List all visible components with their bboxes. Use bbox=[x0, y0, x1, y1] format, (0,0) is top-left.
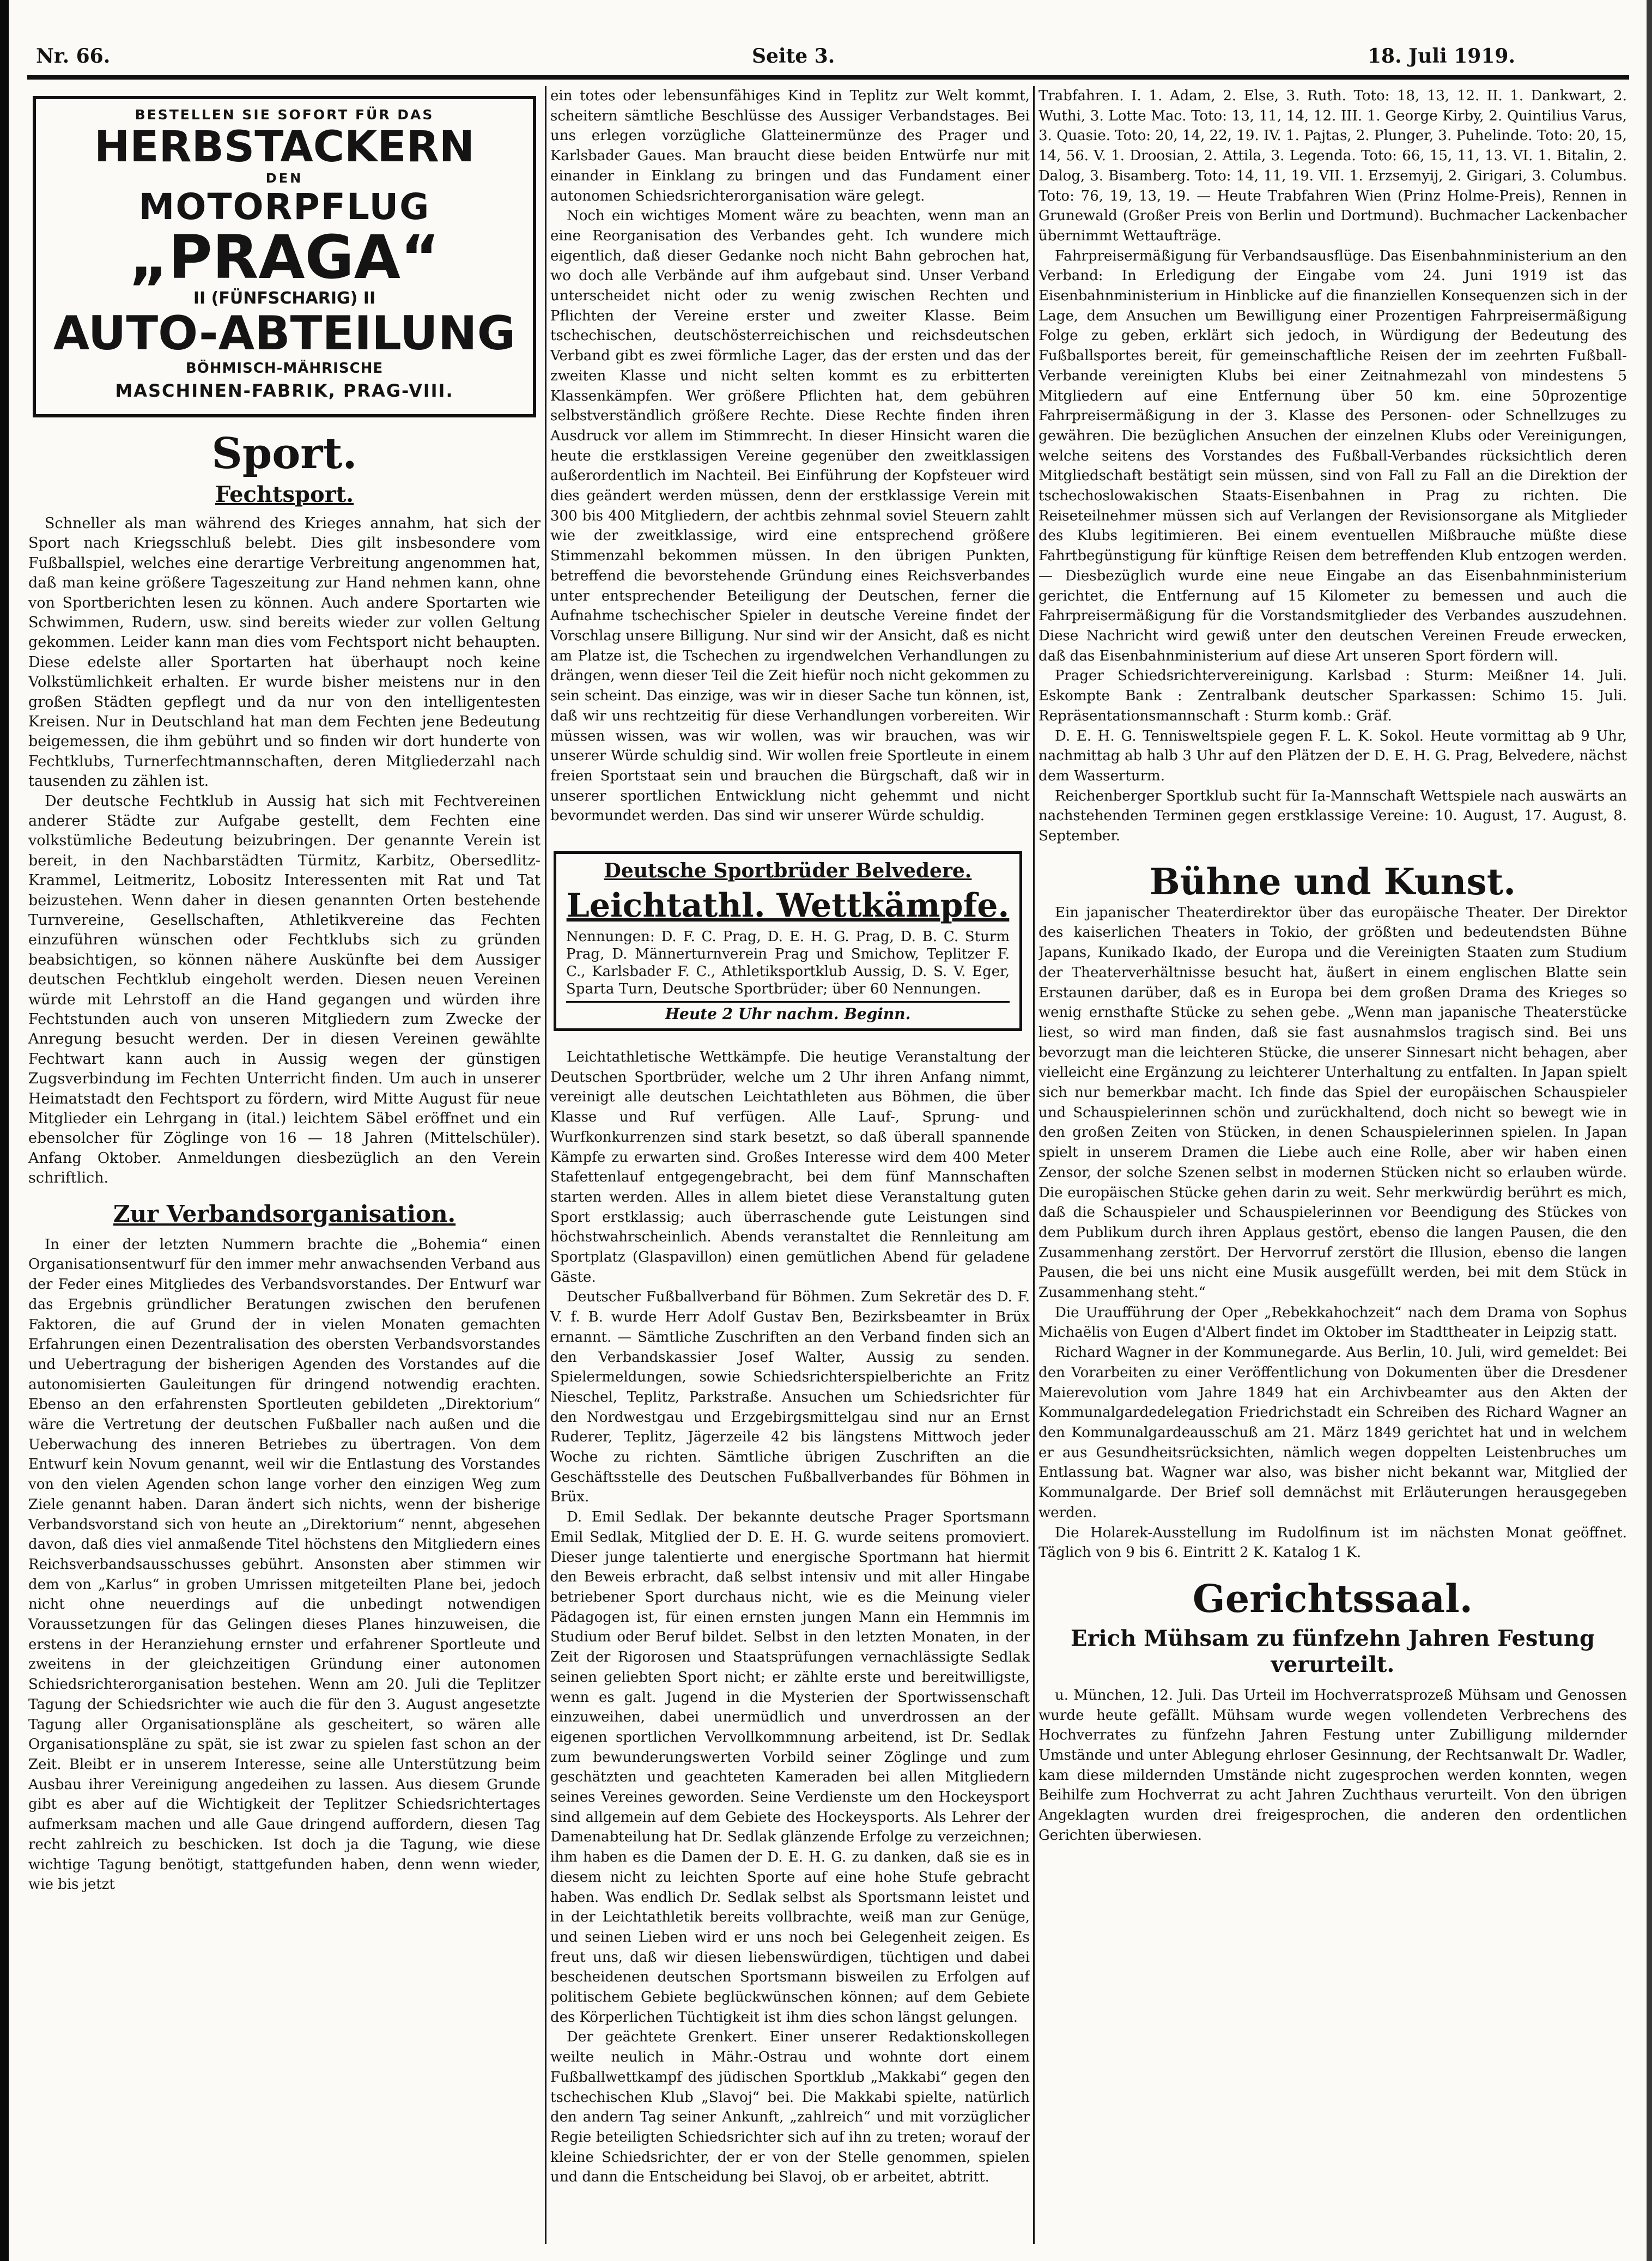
column-1 bbox=[28, 86, 540, 2244]
col2-paragraph-1: ein totes oder lebensunfähiges Kind in Teplitz zur Welt kommt, scheitern sämtliche Beschlüsse des Aussiger Verbandstages. Bei uns erlegen vorzügliche Glatteinermünze des Prager und Karlsbader Gaues. Man braucht diese beiden Entwürfe nur mit einander in Einklang zu bringen und das Fundament einer autonomen Schiedsrichterorganisation wäre gelegt. bbox=[550, 88, 1030, 204]
schiedsrichter-paragraph: Prager Schiedsrichtervereinigung. Karlsbad : Sturm: Meißner 14. Juli. Eskompte Bank : Zentralbank deutscher Sparkassen: Schimo 15. Juli. Repräsentationsmannschaft : Sturm komb.: Gräf. bbox=[1038, 668, 1627, 724]
ad-line-7: AUTO-ABTEILUNG bbox=[53, 306, 516, 361]
ad-line-9: MASCHINEN-FABRIK, PRAG-VIII. bbox=[115, 380, 454, 401]
issue-date: 18. Juli 1919. bbox=[1368, 45, 1515, 68]
ad-line-4: MOTORPFLUG bbox=[138, 186, 430, 228]
column-rule-2 bbox=[1033, 86, 1035, 2244]
ad-line-8: BÖHMISCH-MÄHRISCHE bbox=[185, 360, 384, 377]
column-2 bbox=[550, 86, 1030, 2244]
reichenberg-paragraph: Reichenberger Sportklub sucht für Ia-Mannschaft Wettspiele nach auswärts an nachstehenden Terminen gegen erstklassige Vereine: 10. August, 17. August, 8. September. bbox=[1038, 787, 1627, 845]
box-heading: Deutsche Sportbrüder Belvedere. bbox=[604, 859, 972, 883]
verbandsorganisation-paragraph: In einer der letzten Nummern brachte die „Bohemia“ einen Organisationsentwurf für den immer mehr anwachsenden Verband aus der Feder eines Mitgliedes des Verbandsvorstandes. Der Entwurf war das Ergebnis gründlicher Beratungen zwischen den berufenen Faktoren, die auf Grund der in vielen Monaten gemachten Erfahrungen einen Dezentralisation des obersten Verbandsvorstandes und Uebertragung der bisherigen Agenden des Vorstandes auf die autonomisierten Gauleitungen für dringend notwendig erachten. Ebenso an den erfahrensten Sportleuten gebildeten „Direktorium“ wäre die Vertretung der deutschen Fußballer nach außen und die Ueberwachung des inneren Betriebes zu übertragen. Von dem Entwurf kein Novum genannt, weil wir die Entlastung des Vorstandes von den vielen Agenden schon lange vorher den einzigen Weg zum Ziele genannt haben. Daran ändert sich nichts, wenn der bisherige Verbandsvorstand sich von heute an „Direktorium“ nennt, abgesehen davon, daß dies viel anmaßende Titel höchstens den Mitgliedern eines Reichsverbandsausschusses gebührt. Ansonsten aber stimmen wir dem von „Karlus“ in groben Umrissen mitgeteilten Plane bei, jedoch nicht ohne neuerdings auf die unbedingt notwendigen Voraussetzungen für das Gelingen dieses Planes hinzuweisen, die erstens in der Heranziehung ernster und erfahrener Sportleute und zweitens in der gleichzeitigen Gründung einer autonomen Schiedsrichterorganisation bestehen. Wenn am 20. Juli die Teplitzer Tagung der Schiedsrichter wie auch die für den 3. August angesetzte Tagung aller Organisationspläne als gescheitert, so wären alle Organisationspläne zu spät, sie ist zwar zu spielen fast schon an der Zeit. Bleibt er in unserem Interesse, seine alle Unterstützung beim Ausbau ihrer Vereinigung angedeihen zu lassen. Aus diesem Grunde gibt es aber auf die Wichtigkeit der Teplitzer Schiedsrichtertages aufmerksam machen und alle Gaue dringend auffordern, diesen Tag recht zahlreich zu beschicken. Ist doch ja die Tagung, wie diese wichtige Tagung benötigt, stattgefunden haben, denn wenn wieder, wie bis jetzt bbox=[28, 1236, 540, 1893]
box-body: Nennungen: D. F. C. Prag, D. E. H. G. Prag, D. B. C. Sturm Prag, D. Männerturnverein Prag und Smichow, Teplitzer F. C., Karlsbader F. C., Athletiksportklub Aussig, D. S. V. Eger, Sparta Turn, Deutsche Sportbrüder; über 60 Nennungen. bbox=[566, 929, 1010, 998]
col2-paragraph-6: Der geächtete Grenkert. Einer unserer Redaktionskollegen weilte neulich in Mähr.-Ostrau und wohnte dort einem Fußballwettkampf des jüdischen Sportklub „Makkabi“ gegen den tschechischen Klub „Slavoj“ bei. Die Makkabi spielte, natürlich den andern Tag seiner Ankunft, „zahlreich“ und mit vorzüglicher Regie beteiligten Schiedsrichter sich auf ihn zu treten; worauf der kleine Schiedsrichter, der er von der Stelle genommen, spielen und dann die Entscheidung bei Slavoj, ob er arbeitet, abtritt. bbox=[550, 2029, 1030, 2186]
box-footer: Heute 2 Uhr nachm. Beginn. bbox=[566, 1001, 1010, 1023]
muehsam-headline: Erich Mühsam zu fünfzehn Jahren Festung verurteilt. bbox=[1070, 1625, 1595, 1677]
col2-paragraph-4: Deutscher Fußballverband für Böhmen. Zum Sekretär des D. F. V. f. B. wurde Herr Adolf Gustav Ben, Bezirksbeamter in Brüx ernannt. — Sämtliche Zuschriften an den Verband finden sich an den Verbandskassier Josef Walter, Aussig zu senden. Spielermeldungen, sowie Schiedsrichterspielberichte an Fritz Nieschel, Teplitz, Parkstraße. Ansuchen um Schiedsrichter für den Nordwestgau und Erzgebirgsmittelgau sind nur an Ernst Ruderer, Teplitz, Jägerzeile 42 bis längstens Mittwoch jeder Woche zu richten. Sämtliche übrigen Zuschriften an die Geschäftsstelle des Deutschen Fußballverbandes für Böhmen in Brüx. bbox=[550, 1289, 1030, 1506]
praga-advertisement bbox=[33, 96, 536, 417]
ad-line-6: II (FÜNFSCHARIG) II bbox=[193, 289, 376, 308]
fechtsport-paragraph-1: Schneller als man während des Krieges annahm, hat sich der Sport nach Kriegsschluß belebt. Dies gilt insbesondere vom Fußballspiel, welches eine derartige Verbreitung angenommen hat, daß man keine größere Tageszeitung zur Hand nehmen kann, ohne von Sportberichten lesen zu können. Auch andere Sportarten wie Schwimmen, Rudern, usw. sind bereits wieder zur vollen Geltung gekommen. Leider kann man dies vom Fechtsport nicht behaupten. Diese edelste aller Sportarten hat überhaupt noch keine Volkstümlichkeit erhalten. Er wurde bisher meistens nur in den großen Städten gepflegt und da nur von den intelligentesten Kreisen. Nur in Deutschland hat man dem Fechten jene Bedeutung beigemessen, die ihm gebührt und so finden wir dort hunderte von Fechtklubs, Turnerfechtmannschaften, deren Mitgliederzahl nach tausenden zu zählen ist. bbox=[28, 514, 540, 790]
page-number: Seite 3. bbox=[752, 45, 835, 68]
theater-paragraph: Ein japanischer Theaterdirektor über das europäische Theater. Der Direktor des kaiserlichen Theaters in Tokio, der größten und bedeutendsten Bühne Japans, Kunikado Ikado, der Europa und die Vereinigten Staaten zum Studium der Theaterverhältnisse besucht hat, äußert in einem englischen Blatte sein Erstaunen darüber, daß es in Europa bei dem großen Drama des Krieges so wenig ernsthafte Stücke zu sehen gebe. „Wenn man japanische Theaterstücke liest, so wird man finden, daß sie fast ausnahmslos tragisch sind. Bei uns bevorzugt man die leichteren Stücke, die unserer Sinnesart nicht behagen, aber vielleicht eine Ergänzung zu leichterer Unterhaltung zu entfalten. In Japan spielt sich nur bemerkbar macht. Ich finde das Spiel der europäischen Schauspieler und Schauspielerinnen schön und zurückhaltend, doch nicht so bewegt wie in den großen Zeiten von Stücken, in denen Schauspielerinnen spielen. In Japan spielt in unserem Dramen die Liebe auch eine Rolle, aber wir haben einen Zensor, der solche Szenen selbst in modernen Stücken nicht so erlauben würde. Die europäischen Stücke gehen darin zu weit. Sehr merkwürdig berührt es mich, daß die Schauspieler und Schauspielerinnen vor Beendigung des Stückes von dem Publikum durch ihren Applaus gestört, ebenso die langen Pausen, die den Zusammenhang zerstört. Der Hervorruf zerstört die Illusion, ebenso die langen Pausen, die bei uns nicht eine Musik ausgefüllt werden, bei mit dem Stück in Zusammenhang steht.“ bbox=[1038, 904, 1627, 1301]
wagner-paragraph: Richard Wagner in der Kommunegarde. Aus Berlin, 10. Juli, wird gemeldet: Bei den Vorarbeiten zu einer Veröffentlichung von Dokumenten über die Dresdener Maierevolution vom Jahre 1849 hat ein Archivbeamter aus den Akten der Kommunalgardedelegation Friedrichstadt ein Schreiben des Richard Wagner an den Kommunalgardeausschuß am 21. März 1849 gerichtet hat und in welchem er aus Gesundheitsrücksichten, nämlich wegen doppelten Leistenbruches um Entlassung bat. Wagner war also, was bisher nicht bekannt war, Mitglied der Kommunalgarde. Der Brief soll demnächst mit Erläuterungen herausgegeben werden. bbox=[1038, 1344, 1627, 1521]
ad-line-5: „PRAGA“ bbox=[129, 222, 440, 292]
muehsam-paragraph: u. München, 12. Juli. Das Urteil im Hochverratsprozeß Mühsam und Genossen wurde heute gefällt. Mühsam wurde wegen vollendeten Verbrechens des Hochverrates zu fünfzehn Jahren Festung unter Zubilligung mildernder Umstände und unter Ablegung ehrloser Gesinnung, der Rechtsanwalt Dr. Wadler, kam diese mildernden Umstände nicht zugesprochen werden konnten, wegen Beihilfe zum Hochverrat zu acht Jahren Zuchthaus verurteilt. Von den übrigen Angeklagten wurden drei freigesprochen, die anderen den ordentlichen Gerichten überwiesen. bbox=[1038, 1687, 1627, 1844]
fechtsport-paragraph-2: Der deutsche Fechtklub in Aussig hat sich mit Fechtvereinen anderer Städte zur Aufgabe gestellt, dem Fechten eine volkstümliche Bedeutung beizubringen. Der genannte Verein ist bereit, in den Nachbarstädten Türmitz, Karbitz, Obersedlitz-Krammel, Leitmeritz, Lobositz Interessenten mit Rat und Tat beizustehen. Wenn daher in diesen genannten Orten bestehende Turnvereine, Gesellschaften, Athletikvereine das Fechten einzuführen wünschen oder Fechtklubs sich zu gründen beabsichtigen, so können nähere Auskünfte bei dem Aussiger deutschen Fechtklub eingeholt werden. Diesen neuen Vereinen würde mit Lehrstoff an die Hand gegangen und würden ihre Fechtstunden auch von unseren Mitgliedern zum Zwecke der Anregung besucht werden. Der in diesen Vereinen gewählte Fechtwart kann auch in Aussig wegen der günstigen Zugsverbindung im Fechten Unterricht finden. Um auch in unserer Heimatstadt den Fechtsport zu fördern, wird Mitte August für neue Mitglieder ein Lehrgang in (ital.) leichtem Säbel eröffnet und ein ebensolcher für Zöglinge von 16 — 18 Jahren (Mittelschüler). Anfang Oktober. Anmeldungen diesbezüglich an den Verein schriftlich. bbox=[28, 792, 540, 1187]
col2-paragraph-5: D. Emil Sedlak. Der bekannte deutsche Prager Sportsmann Emil Sedlak, Mitglied der D. E. H. G. wurde seitens promoviert. Dieser junge talentierte und energische Sportmann hat hiermit den Beweis erbracht, daß selbst intensiv und mit aller Hingabe betriebener Sport durchaus nicht, wie es die Meinung vieler Pädagogen ist, für einen ernsten jungen Mann ein Hemmnis im Studium oder Beruf bildet. Selbst in den letzten Monaten, in der Zeit der Rigorosen und Staatsprüfungen vernachlässigte Sedlak seinen geliebten Sport nicht; er zählte erste und bereitwilligste, wenn es galt. Jugend in die Mysterien der Sportwissenschaft einzuweihen, dabei unermüdlich und unverdrossen an der eigenen sportlichen Vervollkommnung arbeitend, ist Dr. Sedlak zum bewunderungswerten Vorbild seiner Zöglinge und zum geschätzten und geachteten Kameraden bei allen Mitgliedern seines Vereines geworden. Seine Verdienste um den Hockeysport sind allgemein auf dem Gebiete des Hockeysports. Als Lehrer der Damenabteilung hat Dr. Sedlak glänzende Erfolge zu verzeichnen; ihm haben es die Damen der D. E. H. G. zu danken, daß sie es in diesem nicht zu leichten Sporte auf eine hohe Stufe gebracht haben. Was endlich Dr. Sedlak selbst als Sportsmann leistet und in der Leichtathletik bereits vollbrachte, weiß man zur Genüge, und seinen Lieben wird er uns noch bei Gelegenheit zeigen. Es freut uns, daß wir diesen liebenswürdigen, tüchtigen und dabei bescheidenen deutschen Sportsmann bisweilen zu Erfolgen auf politischem Gebiete beglückwünschen können; auf dem Gebiete des Körperlichen Tüchtigkeit ist ihm dies schon längst gelungen. bbox=[550, 1509, 1030, 2026]
section-gerichtssaal-heading: Gerichtssaal. bbox=[1192, 1575, 1473, 1621]
col2-paragraph-2: Noch ein wichtiges Moment wäre zu beachten, wenn man an eine Reorganisation des Verbandes geht. Ich wundere mich eigentlich, daß dieser Gedanke noch nicht Bahn gebrochen hat, wo doch alle Verbände auf ihm aufgebaut sind. Unser Verband unterscheidet nicht oder zu wenig zwischen Rechten und Pflichten der Vereine erster und zweiter Klasse. Beim tschechischen, deutschösterreichischen und reichsdeutschen Verband gibt es zwei förmliche Lager, das der ersten und das der zweiten Klasse und nicht selten kommt es zu erbitterten Klassenkämpfen. Wer größere Pflichten hat, dem gebühren selbstverständlich größere Rechte. Diese Rechte finden ihren Ausdruck vor allem im Stimmrecht. In dieser Hinsicht waren die heute die erstklassigen Vereine gegenüber den zweitklassigen außerordentlich im Nachteil. Bei Einführung der Kopfsteuer wird dies geändert werden müssen, denn der erstklassige Verein mit 300 bis 400 Mitgliedern, der achtbis zehnmal soviel Steuern zahlt wie der zweitklassige, wird eine entsprechend größere Stimmenzahl bekommen müssen. In den übrigen Punkten, betreffend die bevorstehende Gründung eines Reichsverbandes unter entsprechender Beteiligung der Deutschen, ferner die Aufnahme tschechischer Spieler in deutsche Vereine findet der Vorschlag unsere Billigung. Nur sind wir der Ansicht, daß es nicht am Platze ist, die Tschechen zu irgendwelchen Verhandlungen zu drängen, wenn dieser Teil die Zeit hiefür noch nicht gekommen zu sein scheint. Das einzige, was wir in dieser Sache tun können, ist, daß wir uns rechtzeitig für diese Verhandlungen vorbereiten. Wir müssen wissen, was wir wollen, was wir brauchen, was wir unserer Würde schuldig sind. Wir wollen freie Sportleute in einem freien Sportstaat sein und brauchen die Bürgschaft, daß wir in unserer sportlichen Entwicklung nicht gehemmt und nicht bevormundet werden. Das sind wir unserer Würde schuldig. bbox=[550, 208, 1030, 825]
fechtsport-heading: Fechtsport. bbox=[215, 481, 354, 507]
ausstellung-paragraph: Die Holarek-Ausstellung im Rudolfinum ist im nächsten Monat geöffnet. Täglich von 9 bis 6. Eintritt 2 K. Katalog 1 K. bbox=[1038, 1524, 1627, 1561]
column-3 bbox=[1038, 86, 1627, 2244]
tennis-paragraph: D. E. H. G. Tennisweltspiele gegen F. L. K. Sokol. Heute vormittag ab 9 Uhr, nachmittag ab halb 3 Uhr auf den Plätzen der D. E. H. G. Prag, Belvedere, nächst dem Wasserturm. bbox=[1038, 728, 1627, 784]
section-buehne-heading: Bühne und Kunst. bbox=[1149, 860, 1516, 903]
ad-line-1: BESTELLEN SIE SOFORT FÜR DAS bbox=[135, 107, 434, 123]
column-rule-1 bbox=[545, 86, 546, 2244]
scan-edge-left bbox=[0, 0, 9, 2261]
fahrpreis-paragraph: Fahrpreisermäßigung für Verbandsausflüge. Das Eisenbahnministerium an den Verband: In Erledigung der Eingabe vom 24. Juni 1919 ist das Eisenbahnministerium in Hinblicke auf die finanziellen Konsequenzen sich in der Lage, dem Ansuchen um Bewilligung einer Prozentigen Fahrpreisermäßigung Folge zu geben, erklärt sich jedoch, in Würdigung der Bedeutung des Fußballsportes bereit, für gemeinschaftliche Reisen der im zeehrten Fußball-Verbande vereinigten Klubs bei einer Zeitnahmezahl von mindestens 5 Mitgliedern auf eine Entfernung über 50 km. eine 50prozentige Fahrpreisermäßigung in der 3. Klasse des Personen- oder Schnellzuges zu gewähren. Die bezüglichen Ansuchen der einzelnen Klubs oder Vereinigungen, welche seitens des Vorstandes des Fußball-Verbandes rücksichtlich deren Mitgliedschaft bestätigt sein müssen, sind von Fall zu Fall an die Direktion der tschechoslowakischen Staats-Eisenbahnen in Prag zu richten. Die Reiseteilnehmer müssen sich auf Verlangen der Revisionsorgane als Mitglieder des Klubs legitimieren. Bei einem eventuellen Mißbrauche müßte diese Fahrtbegünstigung für künftige Reisen dem betreffenden Klub entzogen werden. — Diesbezüglich wurde eine neue Eingabe an das Eisenbahnministerium gerichtet, die Entfernung auf 15 Kilometer zu bemessen und auch die Fahrpreisermäßigung für die Vorstandsmitglieder des Verbandes auszudehnen. Diese Nachricht wird gewiß unter den deutschen Vereinen Freude erwecken, daß das Eisenbahnministerium auf diese Art unseren Sport fördern will. bbox=[1038, 247, 1627, 664]
scan-edge-right bbox=[1647, 0, 1652, 2261]
section-sport-heading: Sport. bbox=[211, 429, 357, 478]
header-rule bbox=[27, 75, 1629, 80]
box-title: Leichtathl. Wettkämpfe. bbox=[566, 887, 1010, 925]
issue-number: Nr. 66. bbox=[36, 45, 111, 68]
ad-line-2: HERBSTACKERN bbox=[94, 123, 475, 172]
sportbrueder-announcement-box bbox=[554, 851, 1022, 1031]
oper-paragraph: Die Uraufführung der Oper „Rebekkahochzeit“ nach dem Drama von Sophus Michaëlis von Eugen d'Albert findet im Oktober im Stadttheater in Leipzig statt. bbox=[1038, 1304, 1627, 1341]
col2-paragraph-3: Leichtathletische Wettkämpfe. Die heutige Veranstaltung der Deutschen Sportbrüder, welche um 2 Uhr ihren Anfang nimmt, vereinigt alle deutschen Leichtathleten aus Böhmen, die über Klasse und Ruf verfügen. Alle Lauf-, Sprung- und Wurfkonkurrenzen sind stark besetzt, so daß überall spannende Kämpfe zu erwarten sind. Großes Interesse wird dem 400 Meter Stafettenlauf entgegengebracht, bei dem fünf Mannschaften starten werden. Alles in allem bietet diese Veranstaltung guten Sport erstklassig; auch überraschende gute Leistungen sind höchstwahrscheinlich. Abends veranstaltet die Rennleitung am Sportplatz (Glaspavillon) einen gemütlichen Abend für geladene Gäste. bbox=[550, 1049, 1030, 1286]
ad-line-3: DEN bbox=[265, 171, 303, 186]
verbandsorganisation-heading: Zur Verbandsorganisation. bbox=[113, 1200, 456, 1227]
trabfahren-paragraph: Trabfahren. I. 1. Adam, 2. Else, 3. Ruth. Toto: 18, 13, 12. II. 1. Dankwart, 2. Wuthi, 3. Lotte Mac. Toto: 13, 11, 14, 12. III. 1. George Kirby, 2. Quintilius Varus, 3. Quasie. Toto: 20, 14, 22, 19. IV. 1. Pajtas, 2. Plunger, 3. Puhelinde. Toto: 20, 15, 14, 56. V. 1. Droosian, 2. Attila, 3. Legenda. Toto: 66, 15, 11, 13. VI. 1. Bitalin, 2. Dalog, 3. Bisamberg. Toto: 14, 11, 19. VII. 1. Erzsemyij, 2. Girigari, 3. Columbus. Toto: 76, 19, 13, 19. — Heute Trabfahren Wien (Prinz Holme-Preis), Rennen in Grunewald (Großer Preis von Berlin und Dortmund). Buchmacher Lackenbacher übernimmt Wettaufträge. bbox=[1038, 88, 1627, 244]
